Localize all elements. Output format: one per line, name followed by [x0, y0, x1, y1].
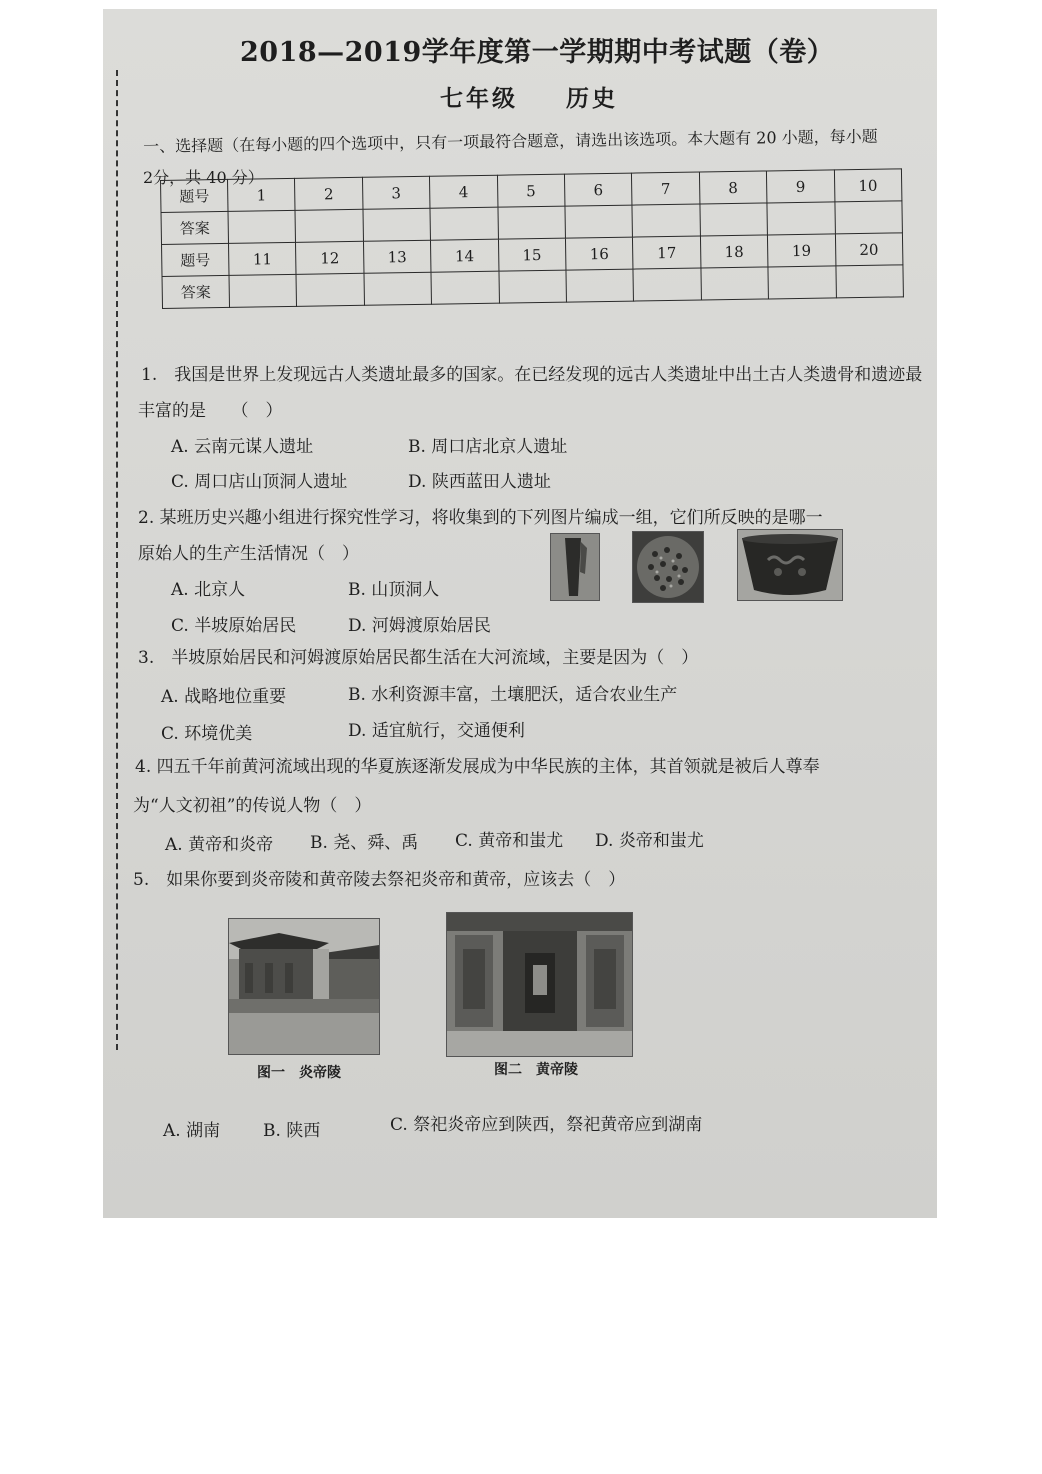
grid-number-cell: 5 — [497, 174, 565, 207]
figure-1-caption: 图一 炎帝陵 — [257, 1065, 341, 1081]
grid-number-cell: 1 — [227, 178, 295, 211]
question-1-stem: 1. 我国是世界上发现远古人类遗址最多的国家。在已经发现的远古人类遗址中出土古人类遗骨和遗迹最 — [141, 365, 923, 385]
answer-cell[interactable] — [768, 266, 836, 299]
exam-title: 2018—2019学年度第一学期期中考试题（卷） — [240, 37, 835, 68]
answer-cell[interactable] — [701, 267, 769, 300]
answer-grid — [160, 168, 904, 309]
grid-number-cell: 11 — [229, 242, 297, 275]
answer-cell[interactable] — [499, 270, 567, 303]
grid-number-cell: 8 — [699, 171, 767, 204]
question-3-option-c: C. 环境优美 — [161, 724, 253, 744]
question-5-stem: 5. 如果你要到炎帝陵和黄帝陵去祭祀炎帝和黄帝，应该去（ ） — [133, 870, 626, 890]
question-4-option-c: C. 黄帝和蚩尤 — [455, 831, 564, 851]
grid-number-cell: 14 — [431, 239, 499, 272]
grid-number-cell: 17 — [633, 236, 701, 269]
grid-number-cell: 2 — [295, 177, 363, 210]
grid-number-cell: 3 — [362, 176, 430, 209]
answer-cell[interactable] — [430, 207, 498, 240]
huangdi-mausoleum-image — [446, 912, 633, 1057]
answer-cell[interactable] — [295, 209, 363, 242]
carbonized-rice-drawing — [633, 532, 703, 602]
question-1-stem-cont: 丰富的是 （ ） — [138, 401, 283, 421]
question-4-stem: 4. 四五千年前黄河流域出现的华夏族逐渐发展成为中华民族的主体，其首领就是被后人尊奉 — [135, 757, 820, 777]
question-3-option-d: D. 适宜航行，交通便利 — [348, 721, 525, 741]
answer-cell[interactable] — [633, 268, 701, 301]
black-pottery-image — [737, 529, 843, 601]
question-2-option-b: B. 山顶洞人 — [348, 580, 440, 600]
question-4-option-d: D. 炎帝和蚩尤 — [595, 831, 704, 851]
grid-number-cell: 15 — [498, 238, 566, 271]
answer-cell[interactable] — [364, 272, 432, 305]
grid-number-cell: 18 — [700, 235, 768, 268]
subject-label: 历史 — [566, 85, 618, 112]
question-4-stem-cont: 为“人文初祖”的传说人物（ ） — [133, 796, 372, 816]
answer-cell[interactable] — [565, 205, 633, 238]
grid-row-label: 题号 — [161, 179, 228, 212]
question-5-option-c: C. 祭祀炎帝应到陕西，祭祀黄帝应到湖南 — [390, 1115, 703, 1135]
question-2-option-a: A. 北京人 — [171, 580, 246, 600]
carbonized-rice-image — [632, 531, 704, 603]
question-4-option-a: A. 黄帝和炎帝 — [165, 835, 274, 855]
question-2-option-d: D. 河姆渡原始居民 — [348, 616, 491, 636]
answer-cell[interactable] — [835, 265, 903, 298]
question-1-option-c: C. 周口店山顶洞人遗址 — [171, 472, 348, 492]
grid-row-label: 答案 — [161, 211, 228, 244]
question-1-option-d: D. 陕西蓝田人遗址 — [408, 472, 551, 492]
question-5-option-b: B. 陕西 — [263, 1121, 321, 1141]
answer-cell[interactable] — [363, 208, 431, 241]
answer-cell[interactable] — [228, 210, 296, 243]
question-2-option-c: C. 半坡原始居民 — [171, 616, 297, 636]
answer-cell[interactable] — [566, 269, 634, 302]
answer-cell[interactable] — [431, 271, 499, 304]
grid-number-cell: 7 — [632, 172, 700, 205]
binding-dashed-line — [116, 70, 118, 1050]
answer-cell[interactable] — [296, 273, 364, 306]
question-1-option-b: B. 周口店北京人遗址 — [408, 437, 568, 457]
yandi-mausoleum-image — [228, 918, 380, 1055]
figure-2-caption: 图二 黄帝陵 — [494, 1062, 578, 1078]
grid-number-cell: 19 — [768, 234, 836, 267]
bone-tool-image — [550, 533, 600, 601]
grid-row-label: 答案 — [162, 275, 229, 308]
grid-number-cell: 4 — [430, 175, 498, 208]
bone-tool-image-drawing — [551, 534, 599, 600]
section-intro: 一、选择题（在每小题的四个选项中，只有一项最符合题意，请选出该选项。本大题有 20 小题，每小题 — [143, 126, 878, 156]
answer-cell[interactable] — [700, 203, 768, 236]
yandi-mausoleum-drawing — [229, 919, 379, 1054]
grid-number-cell: 12 — [296, 241, 364, 274]
answer-cell[interactable] — [229, 274, 297, 307]
grid-number-cell: 20 — [835, 233, 903, 266]
question-3-stem: 3. 半坡原始居民和河姆渡原始居民都生活在大河流域，主要是因为（ ） — [138, 648, 699, 668]
question-2-stem-cont: 原始人的生产生活情况（ ） — [138, 544, 359, 564]
answer-cell[interactable] — [498, 206, 566, 239]
answer-cell[interactable] — [632, 204, 700, 237]
grid-row-label: 题号 — [162, 243, 229, 276]
question-3-option-b: B. 水利资源丰富，土壤肥沃，适合农业生产 — [348, 685, 678, 705]
question-3-option-a: A. 战略地位重要 — [161, 687, 287, 707]
answer-cell[interactable] — [834, 201, 902, 234]
section-intro-cont: 2分，共 40 分） — [143, 168, 264, 187]
grid-number-cell: 9 — [767, 170, 835, 203]
grade-label: 七年级 — [440, 85, 518, 112]
question-5-option-a: A. 湖南 — [163, 1121, 221, 1141]
grid-number-cell: 10 — [834, 169, 902, 202]
answer-cell[interactable] — [767, 202, 835, 235]
black-pottery-drawing — [738, 530, 842, 600]
question-4-option-b: B. 尧、舜、禹 — [310, 833, 419, 853]
grid-number-cell: 13 — [363, 240, 431, 273]
question-2-stem: 2. 某班历史兴趣小组进行探究性学习，将收集到的下列图片编成一组，它们所反映的是哪一 — [138, 508, 823, 528]
exam-subtitle — [440, 80, 618, 113]
question-1-option-a: A. 云南元谋人遗址 — [171, 437, 314, 457]
grid-number-cell: 16 — [565, 237, 633, 270]
huangdi-mausoleum-drawing — [447, 913, 632, 1056]
grid-number-cell: 6 — [564, 173, 632, 206]
